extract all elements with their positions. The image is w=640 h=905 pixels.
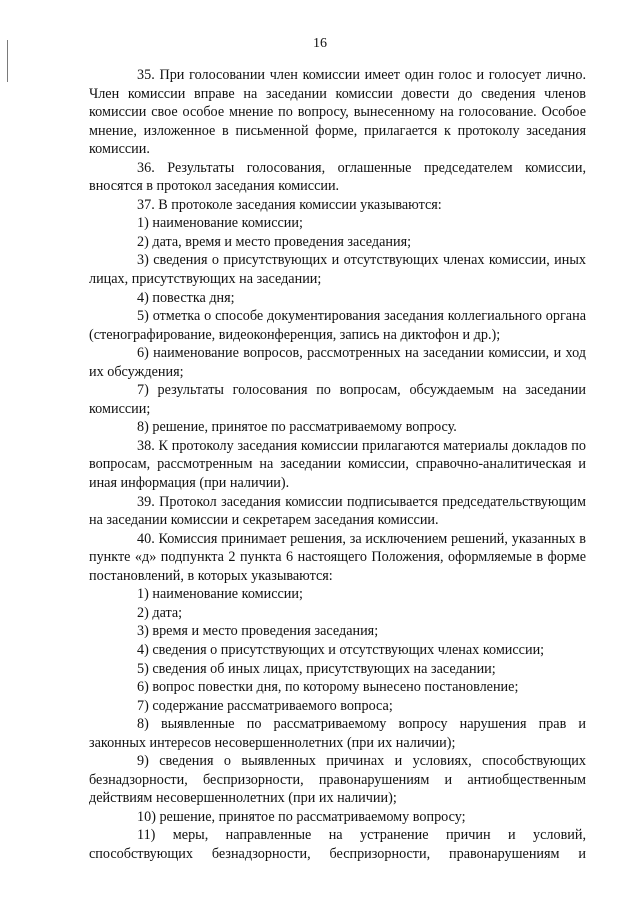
paragraph-39: 39. Протокол заседания комиссии подписывается председательствующим на заседании комиссии и секретарем заседания комиссии. [89,493,586,529]
protocol-item: 7) результаты голосования по вопросам, обсуждаемым на заседании комиссии; [89,382,586,417]
protocol-item: 5) отметка о способе документирования заседания коллегиального органа (стенографирование, видеоконференция, запись на диктофон и др.); [89,308,586,343]
protocol-item: 2) дата, время и место проведения заседания; [137,233,412,250]
resolution-item: 7) содержание рассматриваемого вопроса; [137,697,393,714]
resolution-item: 8) выявленные по рассматриваемому вопросу нарушения прав и законных интересов несовершеннолетних (при их наличии); [89,716,586,751]
resolution-item: 3) время и место проведения заседания; [137,623,379,640]
protocol-item: 4) повестка дня; [137,289,235,306]
resolution-item: 1) наименование комиссии; [137,586,303,603]
resolution-item: 4) сведения о присутствующих и отсутствующих членах комиссии; [137,641,545,658]
document-body [89,66,586,864]
paragraph-36: 36. Результаты голосования, оглашенные председателем комиссии, вносятся в протокол заседания комиссии. [89,159,586,195]
page-number: 16 [313,36,327,51]
resolution-item: 11) меры, направленные на устранение причин и условий, способствующих безнадзорности, беспризорности, правонарушениям и [89,827,586,862]
resolution-item: 2) дата; [137,604,183,621]
protocol-item: 1) наименование комиссии; [137,215,303,232]
paragraph-38: 38. К протоколу заседания комиссии прилагаются материалы докладов по вопросам, рассмотренным на заседании комиссии, справочно-аналитическая и иная информация (при наличии). [89,437,586,492]
protocol-item: 6) наименование вопросов, рассмотренных на заседании комиссии, и ход их обсуждения; [89,345,586,380]
resolution-item: 5) сведения об иных лицах, присутствующих на заседании; [137,660,496,677]
resolution-item: 10) решение, принятое по рассматриваемому вопросу; [137,808,466,825]
resolution-item: 6) вопрос повестки дня, по которому вынесено постановление; [137,679,519,696]
paragraph-40: 40. Комиссия принимает решения, за исключением решений, указанных в пункте «д» подпункта 2 пункта 6 настоящего Положения, оформляемые в форме постановлений, в которых указываются: [89,530,586,584]
protocol-item: 3) сведения о присутствующих и отсутствующих членах комиссии, иных лицах, присутствующих на заседании; [89,252,586,288]
paragraph-35: 35. При голосовании член комиссии имеет один голос и голосует лично. Член комиссии вправе на заседании комиссии довести до сведения членов комиссии свое особое мнение по вопросу, вынесенному на голосование. Особое мнение, изложенное в письменной форме, прилагается к протоколу заседания комиссии. [89,67,586,158]
paragraph-37: 37. В протоколе заседания комиссии указываются: [137,196,442,213]
protocol-item: 8) решение, принятое по рассматриваемому вопросу. [137,419,457,436]
resolution-item: 9) сведения о выявленных причинах и условиях, способствующих безнадзорности, беспризорности, правонарушениям и антиобщественным действиям несовершеннолетних (при их наличии); [89,753,586,807]
